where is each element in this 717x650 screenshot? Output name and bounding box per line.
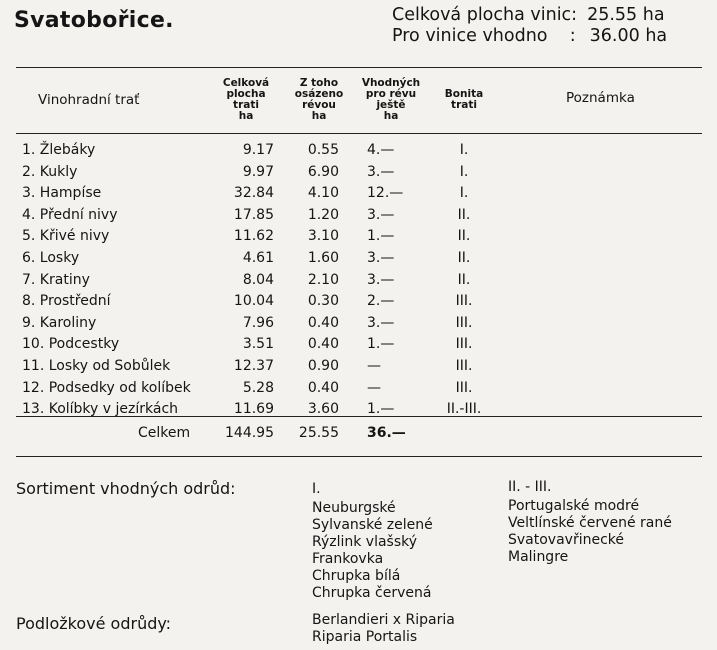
total-suitable: 36.— [367,425,406,441]
header-planted [288,78,350,122]
header-planted-line: osázeno [294,88,344,100]
table-row [0,272,717,293]
varieties-group-2-heading: II. - III. [508,479,552,495]
header-area-line: Celková [222,77,270,89]
row-area: 10.04 [233,293,274,310]
varieties-group-1 [312,481,433,602]
header-suitable [356,78,426,122]
row-planted: 0.40 [307,336,339,353]
row-name: 13. Kolíbky v jezírkách [22,401,179,418]
table-row [0,336,717,357]
header-planted-line: Z toho [299,77,339,89]
row-name: 2. Kukly [22,163,78,180]
row-area: 11.62 [233,228,274,245]
header-bonity [434,89,494,111]
summary-total-label: Celková plocha vinic: [392,5,578,25]
row-name: 11. Losky od Sobůlek [22,358,171,374]
header-bonity-line: trati [451,99,477,111]
row-suitable: 3.— [367,206,395,223]
row-name: 1. Žlebáky [22,142,96,158]
header-planted-line: ha [311,110,327,122]
row-planted: 0.30 [307,293,339,310]
row-area: 9.17 [242,142,274,158]
row-name: 10. Podcestky [22,336,120,353]
row-name: 3. Hampíse [22,185,102,202]
row-bonity: II.-III. [446,401,482,418]
summary-suitable-row [392,26,667,47]
row-area: 5.28 [242,379,274,396]
row-name: 12. Podsedky od kolíbek [22,379,191,396]
row-area: 4.61 [242,250,274,266]
header-rule [16,133,702,134]
table-row [0,250,717,271]
rootstocks-label: Podložkové odrůdy: [16,614,172,633]
header-suitable-line: ha [383,110,399,122]
row-name: 4. Přední nivy [22,206,118,223]
row-area: 3.51 [242,336,274,353]
header-bonity-line: Bonita [444,88,484,100]
rootstock-item: Riparia Portalis [312,629,418,645]
row-suitable: 3.— [367,250,395,266]
variety-item: Malingre [508,549,569,565]
row-name: 5. Křivé nivy [22,228,110,245]
row-bonity: III. [455,314,473,331]
table-row [0,358,717,379]
row-suitable: 1.— [367,336,395,353]
row-area: 17.85 [233,206,274,223]
row-planted: 3.10 [307,228,339,245]
table-row [0,185,717,206]
row-suitable: — [367,379,381,396]
table-row [0,164,717,185]
variety-item: Chrupka bílá [312,568,401,584]
row-suitable: — [367,358,381,374]
row-planted: 0.40 [307,314,339,331]
row-bonity: III. [455,293,473,310]
row-bonity: III. [455,379,473,396]
rootstocks-list [312,612,455,646]
header-area-line: trati [233,99,259,111]
total-area: 144.95 [225,425,274,441]
row-suitable: 3.— [367,314,395,331]
row-planted: 1.60 [307,250,339,266]
row-name: 8. Prostřední [22,293,111,310]
row-suitable: 12.— [367,185,404,202]
header-planted-line: révou [302,99,336,111]
row-suitable: 4.— [367,142,395,158]
total-rule [16,416,702,417]
header-suitable-line: pro révu [365,88,417,100]
area-summary [392,5,667,47]
row-suitable: 3.— [367,163,395,180]
header-note: Poznámka [566,90,635,106]
variety-item: Chrupka červená [312,585,432,601]
row-area: 7.96 [242,314,274,331]
table-top-rule [16,67,702,68]
summary-total-row [392,5,667,26]
total-label: Celkem [138,425,191,441]
header-area-line: plocha [226,88,266,100]
row-bonity: II. [457,271,471,288]
variety-item: Svatovavřinecké [508,532,625,548]
table-bottom-rule [16,456,702,457]
table-row [0,207,717,228]
summary-total-value: 25.55 ha [587,5,665,25]
rootstock-item: Berlandieri x Riparia [312,612,455,628]
variety-item: Sylvanské zelené [312,517,433,533]
row-bonity: III. [455,336,473,353]
row-planted: 0.40 [307,379,339,396]
row-bonity: III. [455,358,473,374]
row-area: 32.84 [233,185,274,202]
row-bonity: II. [457,228,471,245]
row-bonity: II. [457,250,471,266]
table-row [0,315,717,336]
header-name: Vinohradní trať [38,92,140,108]
row-bonity: II. [457,206,471,223]
row-planted: 4.10 [307,185,339,202]
page-title: Svatobořice. [14,8,174,33]
summary-suitable-value: 36.00 ha [589,26,668,46]
table-row [0,228,717,249]
variety-item: Neuburgské [312,500,396,516]
row-suitable: 1.— [367,228,395,245]
row-bonity: I. [459,185,469,202]
variety-item: Portugalské modré [508,498,640,514]
row-area: 11.69 [233,401,274,418]
row-name: 7. Kratiny [22,271,90,288]
variety-item: Rýzlink vlašský [312,534,418,550]
row-planted: 3.60 [307,401,339,418]
row-name: 6. Losky [22,250,80,266]
row-suitable: 3.— [367,271,395,288]
row-area: 8.04 [242,271,274,288]
row-suitable: 2.— [367,293,395,310]
total-planted: 25.55 [298,425,339,441]
table-row [0,380,717,401]
row-planted: 2.10 [307,271,339,288]
row-planted: 0.55 [307,142,339,158]
variety-item: Frankovka [312,551,384,567]
row-bonity: I. [459,142,469,158]
row-area: 9.97 [242,163,274,180]
header-suitable-line: ještě [376,99,406,111]
varieties-label: Sortiment vhodných odrůd: [16,479,236,498]
summary-suitable-label: Pro vinice vhodno : [392,26,576,46]
row-planted: 6.90 [307,163,339,180]
varieties-group-1-heading: I. [312,481,321,497]
table-row [0,293,717,314]
table-total-row [0,425,717,447]
row-suitable: 1.— [367,401,395,418]
header-area-line: ha [238,110,254,122]
table-row [0,401,717,422]
table-row [0,142,717,163]
header-area [214,78,278,122]
row-planted: 1.20 [307,206,339,223]
variety-item: Veltlínské červené rané [508,515,672,531]
row-bonity: I. [459,163,469,180]
row-area: 12.37 [233,358,274,374]
varieties-group-2 [508,479,672,566]
header-suitable-line: Vhodných [361,77,421,89]
row-name: 9. Karoliny [22,314,97,331]
row-planted: 0.90 [307,358,339,374]
